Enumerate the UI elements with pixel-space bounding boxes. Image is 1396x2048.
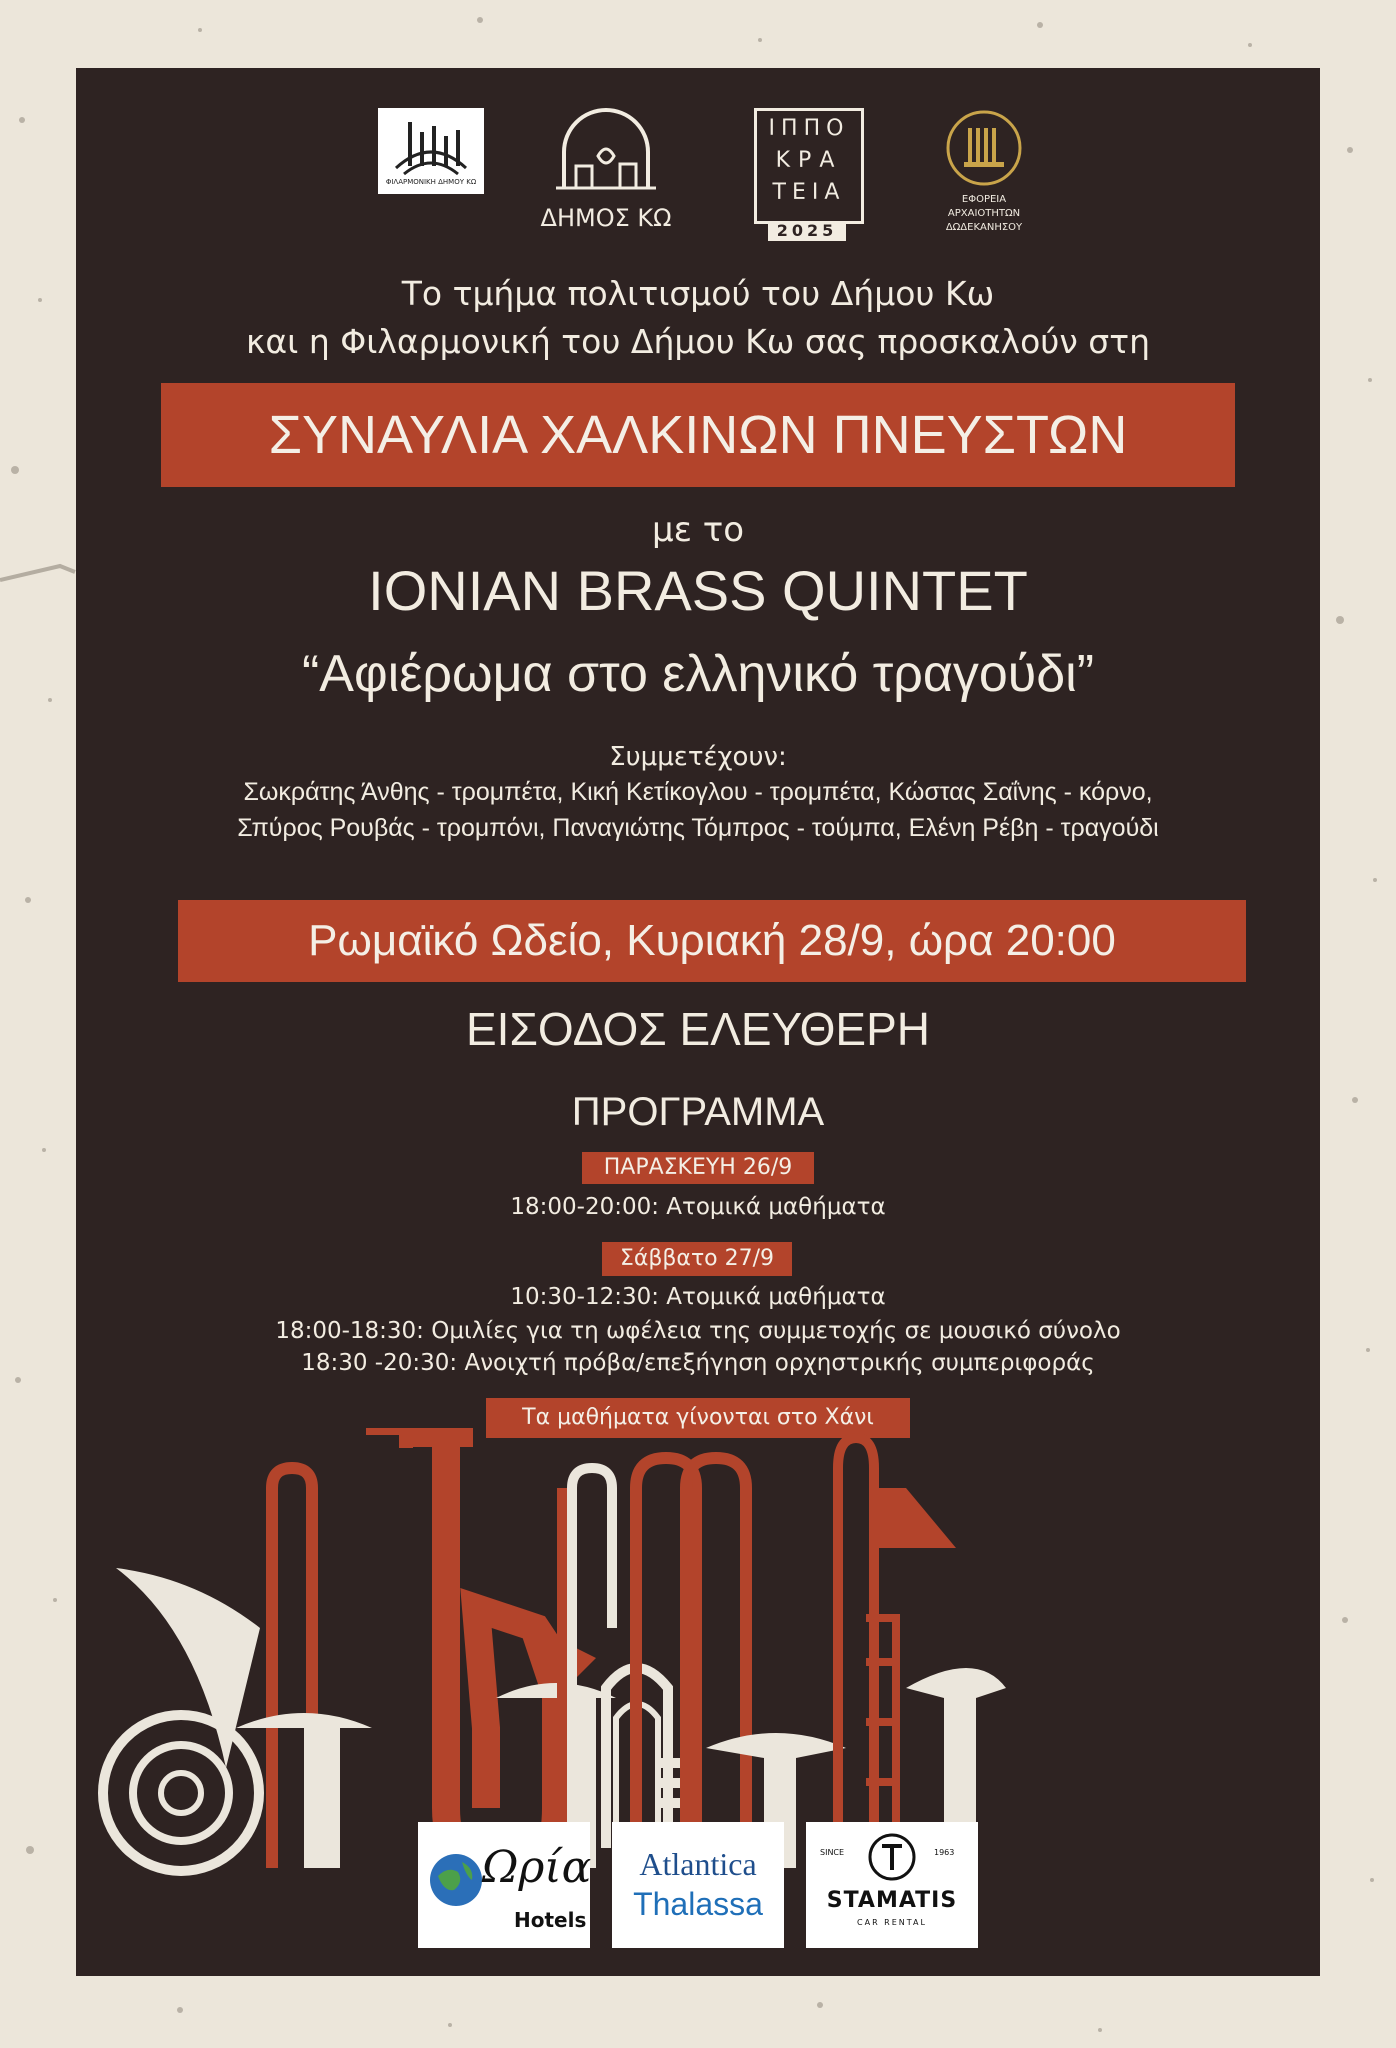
hippo-letters-3: ΤΕΙΑ [772,180,846,205]
sponsor-atlantica-thalassa [612,1822,784,1948]
french-horn-icon [103,1568,260,1871]
philharmonic-logo [378,108,484,243]
stamatis-since: SINCE [820,1848,845,1857]
ephoria-caption-2: ΑΡΧΑΙΟΤΗΤΩΝ [947,208,1021,219]
atlantica-line-2: Thalassa [633,1886,763,1922]
participants-line-1: Σωκράτης Άνθης - τρομπέτα, Κική Κετίκογλου - τρομπέτα, Κώστας Σαΐνης - κόρνο, [243,778,1153,806]
atlantica-line-1: Atlantica [639,1846,757,1882]
stamatis-sub: CAR RENTAL [857,1918,927,1927]
program-day-1: ΠΑΡΑΣΚΕΥΗ 26/9 [582,1152,814,1184]
ephoria-caption-1: ΕΦΟΡΕΙΑ [961,194,1007,205]
concert-title: ΣΥΝΑΥΛΙΑ ΧΑΛΚΙΝΩΝ ΠΝΕΥΣΤΩΝ [161,383,1235,487]
with-label: με το [651,510,745,550]
free-entry: ΕΙΣΟΔΟΣ ΕΛΕΥΘΕΡΗ [465,1003,931,1055]
concert-subtitle: “Αφιέρωμα στο ελληνικό τραγούδι” [301,645,1095,703]
sponsor-stamatis-car-rental [806,1822,978,1948]
hippo-letters-1: ΙΠΠΟ [768,116,850,141]
participants-label: Συμμετέχουν: [609,742,787,772]
ephoria-column-icon [924,108,1044,188]
dimos-kos-caption: ΔΗΜΟΣ ΚΩ [540,204,672,232]
poster [76,68,1320,1976]
dimos-kos-emblem-icon [536,108,676,200]
program-day-2-item-2: 18:00-18:30: Ομιλίες για τη ωφέλεια της συμμετοχής σε μουσικό σύνολο [275,1318,1121,1344]
intro-line-1: Το τμήμα πολιτισμού του Δήμου Κω [401,274,995,313]
globe-icon [428,1852,484,1908]
brass-instruments-illustration [76,1428,1320,1878]
oria-sub: Hotels [514,1908,587,1932]
participants-line-2: Σπύρος Ρουβάς - τρομπόνι, Παναγιώτης Τόμπρος - τούμπα, Ελένη Ρέβη - τραγούδι [237,814,1159,842]
stamatis-name: STAMATIS [826,1888,958,1913]
sponsor-oria-hotels [418,1822,590,1948]
stamatis-year: 1963 [934,1848,955,1857]
program-day-2-item-1: 10:30-12:30: Ατομικά μαθήματα [510,1284,886,1310]
venue-date-time: Ρωμαϊκό Ωδείο, Κυριακή 28/9, ώρα 20:00 [178,900,1246,982]
philharmonic-caption: ΦΙΛΑΡΜΟΝΙΚΗ ΔΗΜΟΥ ΚΩ [378,178,484,186]
intro-line-2: και η Φιλαρμονική του Δήμου Κω σας προσκαλούν στη [245,322,1151,361]
program-day-2-item-3: 18:30 -20:30: Ανοιχτή πρόβα/επεξήγηση ορχηστρικής συμπεριφοράς [301,1350,1095,1376]
trombone-icon [838,1438,956,1868]
ensemble-name: IONIAN BRASS QUINTET [368,559,1028,622]
ephoria-logo [924,108,1044,243]
program-day-1-item-1: 18:00-20:00: Ατομικά μαθήματα [510,1194,886,1220]
hippo-year: 2025 [768,221,846,241]
dimos-kos-logo [536,108,676,243]
program-title: ΠΡΟΓΡΑΜΜΑ [571,1090,825,1134]
hippokrateia-logo [754,108,862,243]
hippo-letters-2: ΚΡΑ [775,148,843,173]
oria-name: Ωρία [482,1842,592,1893]
program-day-2: Σάββατο 27/9 [602,1242,792,1276]
lessons-location-note: Τα μαθήματα γίνονται στο Χάνι [486,1398,910,1438]
stamatis-emblem-icon [867,1832,917,1882]
partner-logos [76,108,1320,243]
ephoria-caption-3: ΔΩΔΕΚΑΝΗΣΟΥ [945,222,1023,233]
